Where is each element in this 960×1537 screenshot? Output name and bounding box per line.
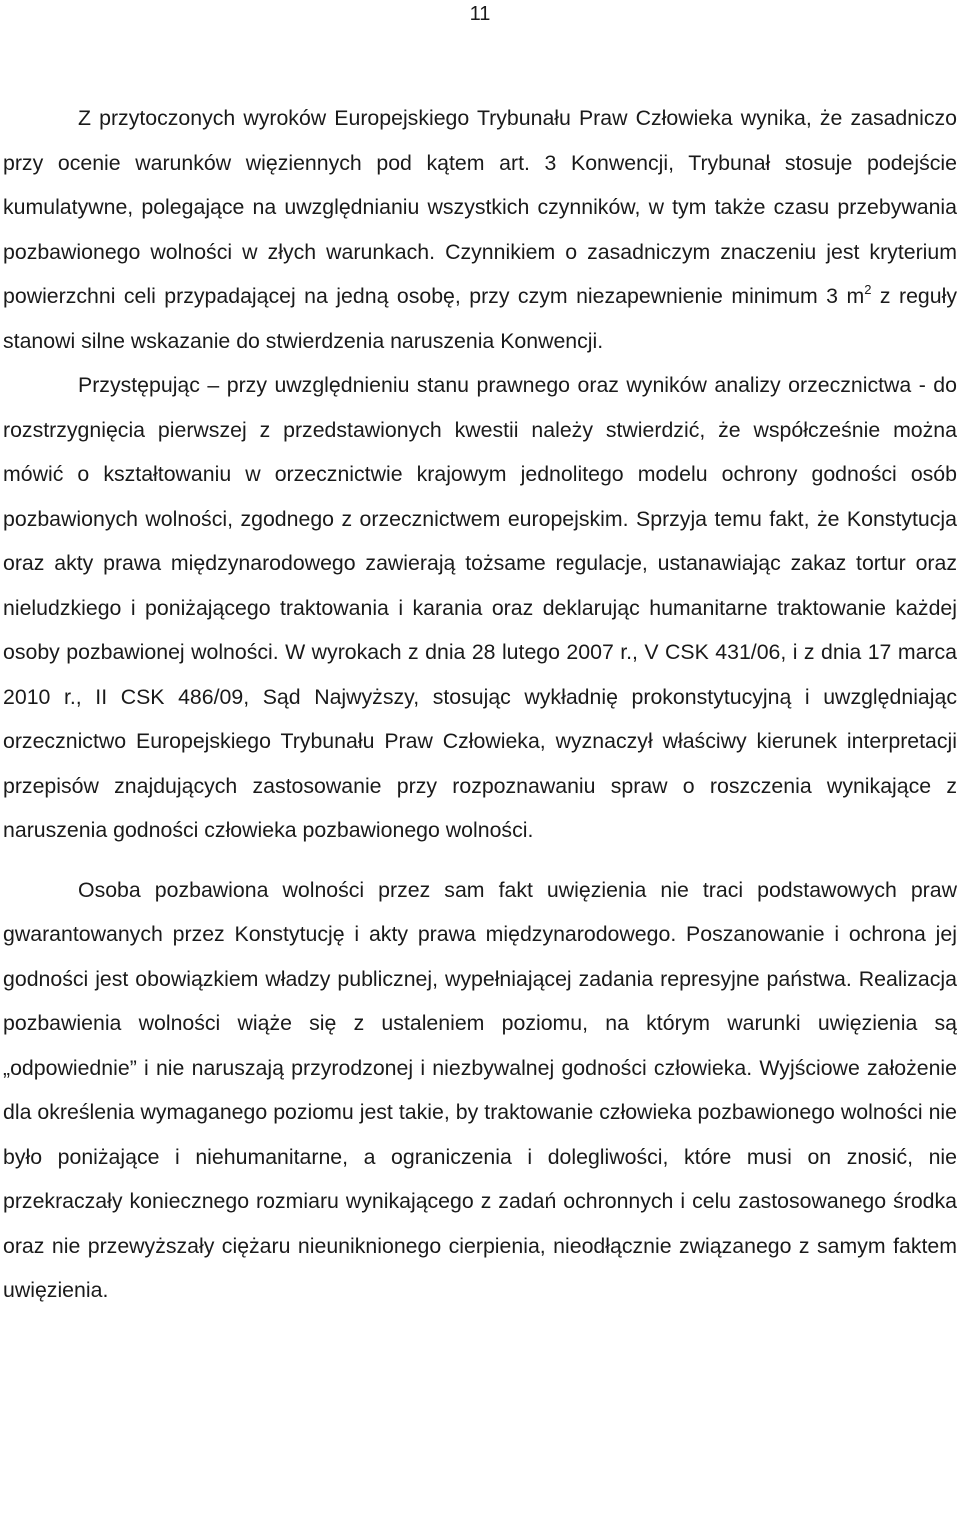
paragraph-1-text-continued: z reguły stanowi silne wskazanie do stwierdzenia naruszenia Konwencji.	[3, 284, 957, 353]
paragraph-1-text: Z przytoczonych wyroków Europejskiego Trybunału Praw Człowieka wynika, że zasadniczo przy ocenie warunków więziennych pod kątem art. 3 Konwencji, Trybunał stosuje podejście kumulatywne, polegające na uwzględnianiu wszystkich czynników, w tym także czasu przebywania pozbawionego wolności w złych warunkach. Czynnikiem o zasadniczym znaczeniu jest kryterium powierzchni celi przypadającej na jedną osobę, przy czym niezapewnienie minimum 3 m	[3, 106, 957, 308]
paragraph-3: Osoba pozbawiona wolności przez sam fakt uwięzienia nie traci podstawowych praw gwarantowanych przez Konstytucję i akty prawa międzynarodowego. Poszanowanie i ochrona jej godności jest obowiązkiem władzy publicznej, wypełniającej zadania represyjne państwa. Realizacja pozbawienia wolności wiąże się z ustaleniem poziomu, na którym warunki uwięzienia są „odpowiednie” i nie naruszają przyrodzonej i niezbywalnej godności człowieka. Wyjściowe założenie dla określenia wymaganego poziomu jest takie, by traktowanie człowieka pozbawionego wolności nie było poniżające i niehumanitarne, a ograniczenia i dolegliwości, które musi on znosić, nie przekraczały koniecznego rozmiaru wynikającego z zadań ochronnych i celu zastosowanego środka oraz nie przewyższały ciężaru nieuniknionego cierpienia, nieodłącznie związanego z samym faktem uwięzienia.	[3, 877, 957, 1302]
superscript-2: 2	[864, 282, 872, 297]
paragraph-1	[3, 96, 957, 363]
page-number: 11	[469, 3, 491, 25]
paragraph-2: Przystępując – przy uwzględnieniu stanu prawnego oraz wyników analizy orzecznictwa - do rozstrzygnięcia pierwszej z przedstawionych kwestii należy stwierdzić, że współcześnie można mówić o kształtowaniu w orzecznictwie krajowym jednolitego modelu ochrony godności osób pozbawionych wolności, zgodnego z orzecznictwem europejskim. Sprzyja temu fakt, że Konstytucja oraz akty prawa międzynarodowego zawierają tożsame regulacje, ustanawiając zakaz tortur oraz nieludzkiego i poniżającego traktowania i karania oraz deklarując humanitarne traktowanie każdej osoby pozbawionej wolności. W wyrokach z dnia 28 lutego 2007 r., V CSK 431/06, i z dnia 17 marca 2010 r., II CSK 486/09, Sąd Najwyższy, stosując wykładnię prokonstytucyjną i uwzględniając orzecznictwo Europejskiego Trybunału Praw Człowieka, wyznaczył właściwy kierunek interpretacji przepisów znajdujących zastosowanie przy rozpoznawaniu spraw o roszczenia wynikające z naruszenia godności człowieka pozbawionego wolności.	[3, 373, 957, 842]
document-body	[3, 96, 957, 1313]
